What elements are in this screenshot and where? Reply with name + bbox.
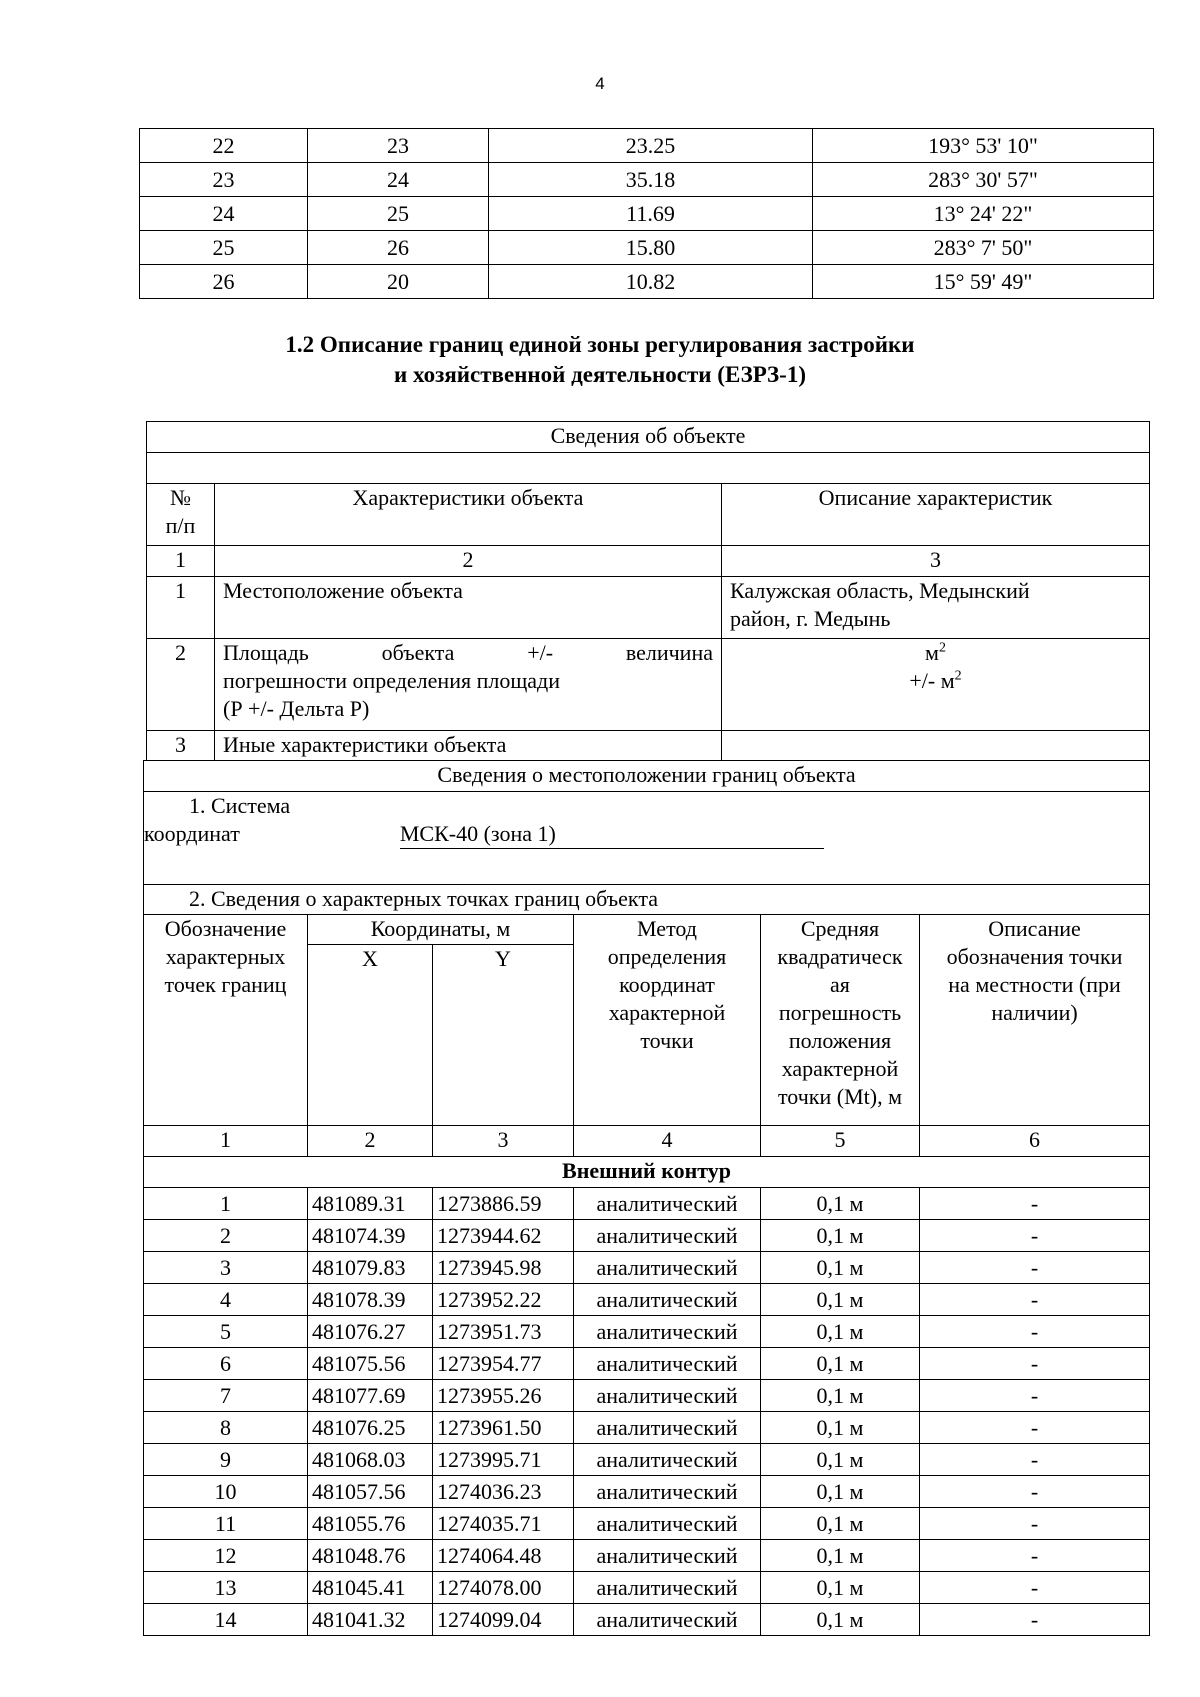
col-error-line7: точки (Mt), м [777, 1084, 903, 1109]
row-2-unit-2-sup: 2 [954, 668, 962, 684]
point-id: 3 [144, 1252, 308, 1284]
point-method: аналитический [574, 1508, 761, 1540]
point-method: аналитический [574, 1284, 761, 1316]
point-x: 481076.27 [308, 1316, 433, 1348]
point-error: 0,1 м [761, 1604, 920, 1636]
point-id: 14 [144, 1604, 308, 1636]
segment-length: 35.18 [489, 163, 813, 197]
segment-angle: 193° 53' 10" [813, 129, 1154, 163]
col-num-header-line1: № [170, 485, 191, 510]
point-row [144, 1604, 1150, 1636]
col-method-line1: Метод [637, 916, 697, 941]
row-2-unit-1-text: м [925, 640, 939, 665]
point-y: 1274035.71 [433, 1508, 574, 1540]
col-coords-header: Координаты, м [308, 915, 574, 945]
point-row [144, 1572, 1150, 1604]
col-method-line4: характерной [608, 1000, 726, 1025]
point-method: аналитический [574, 1476, 761, 1508]
point-x: 481057.56 [308, 1476, 433, 1508]
segment-row [140, 265, 1154, 299]
col-designation-line1: Обозначение [164, 916, 287, 941]
col-note-line1: Описание [988, 916, 1081, 941]
segment-length: 10.82 [489, 265, 813, 299]
point-row [144, 1316, 1150, 1348]
point-method: аналитический [574, 1252, 761, 1284]
col-error-line2: квадратическ [777, 944, 903, 969]
col-num-header [147, 484, 215, 546]
point-y: 1273945.98 [433, 1252, 574, 1284]
point-method: аналитический [574, 1348, 761, 1380]
row-3-desc [722, 731, 1150, 761]
point-id: 13 [144, 1572, 308, 1604]
segment-to: 23 [308, 129, 489, 163]
object-info-empty-row [147, 453, 1150, 484]
point-method: аналитический [574, 1572, 761, 1604]
point-note: - [920, 1220, 1150, 1252]
point-row [144, 1252, 1150, 1284]
row-1-desc [722, 577, 1150, 639]
crs-label-line2: координат [144, 821, 240, 846]
object-info-title: Сведения об объекте [147, 422, 1150, 453]
point-note: - [920, 1444, 1150, 1476]
col-x-header: X [308, 945, 433, 1126]
segment-from: 24 [140, 197, 308, 231]
point-y: 1273951.73 [433, 1316, 574, 1348]
point-row [144, 1412, 1150, 1444]
col-method-header [574, 915, 761, 1126]
point-id: 8 [144, 1412, 308, 1444]
segment-from: 23 [140, 163, 308, 197]
points-title: 2. Сведения о характерных точках границ объекта [144, 885, 1150, 915]
col-method-line5: точки [640, 1028, 694, 1053]
point-y: 1273954.77 [433, 1348, 574, 1380]
segment-row [140, 197, 1154, 231]
point-note: - [920, 1348, 1150, 1380]
point-id: 9 [144, 1444, 308, 1476]
segment-to: 26 [308, 231, 489, 265]
col-desc-header: Описание характеристик [722, 484, 1150, 546]
point-y: 1274078.00 [433, 1572, 574, 1604]
point-id: 5 [144, 1316, 308, 1348]
colnum-3: 3 [722, 546, 1150, 577]
col-designation-line2: характерных [165, 944, 286, 969]
point-x: 481076.25 [308, 1412, 433, 1444]
crs-line2 [144, 820, 1149, 849]
point-x: 481079.83 [308, 1252, 433, 1284]
point-note: - [920, 1476, 1150, 1508]
point-row [144, 1476, 1150, 1508]
row-3-char: Иные характеристики объекта [215, 731, 722, 761]
point-row [144, 1540, 1150, 1572]
point-error: 0,1 м [761, 1284, 920, 1316]
point-note: - [920, 1316, 1150, 1348]
row-1-num: 1 [147, 577, 215, 639]
point-method: аналитический [574, 1188, 761, 1220]
col-note-line2: обозначения точки [946, 944, 1123, 969]
loc-colnum-6: 6 [920, 1126, 1150, 1157]
row-2-unit-2 [722, 667, 1149, 695]
crs-label-line1: 1. Система [189, 793, 291, 818]
point-error: 0,1 м [761, 1412, 920, 1444]
point-error: 0,1 м [761, 1508, 920, 1540]
segment-row [140, 163, 1154, 197]
point-method: аналитический [574, 1220, 761, 1252]
point-method: аналитический [574, 1540, 761, 1572]
segment-angle: 15° 59' 49" [813, 265, 1154, 299]
segment-from: 25 [140, 231, 308, 265]
point-note: - [920, 1540, 1150, 1572]
row-3-num: 3 [147, 731, 215, 761]
col-char-header: Характеристики объекта [215, 484, 722, 546]
object-info-table [146, 421, 1150, 761]
col-error-header [761, 915, 920, 1126]
point-x: 481068.03 [308, 1444, 433, 1476]
segment-to: 25 [308, 197, 489, 231]
point-row [144, 1380, 1150, 1412]
point-error: 0,1 м [761, 1188, 920, 1220]
point-id: 11 [144, 1508, 308, 1540]
segment-from: 22 [140, 129, 308, 163]
col-num-header-line2: п/п [165, 513, 196, 538]
point-note: - [920, 1508, 1150, 1540]
point-method: аналитический [574, 1604, 761, 1636]
segment-length: 23.25 [489, 129, 813, 163]
point-error: 0,1 м [761, 1572, 920, 1604]
point-x: 481078.39 [308, 1284, 433, 1316]
col-designation-header [144, 915, 308, 1126]
location-title: Сведения о местоположении границ объекта [144, 761, 1150, 792]
point-y: 1273955.26 [433, 1380, 574, 1412]
point-row [144, 1508, 1150, 1540]
point-id: 10 [144, 1476, 308, 1508]
point-row [144, 1444, 1150, 1476]
point-y: 1273961.50 [433, 1412, 574, 1444]
point-row [144, 1284, 1150, 1316]
col-error-line4: погрешность [778, 1000, 902, 1025]
row-1-desc-line2: район, г. Медынь [730, 606, 891, 631]
point-error: 0,1 м [761, 1220, 920, 1252]
point-error: 0,1 м [761, 1380, 920, 1412]
point-y: 1273952.22 [433, 1284, 574, 1316]
point-note: - [920, 1604, 1150, 1636]
segment-angle: 13° 24' 22" [813, 197, 1154, 231]
point-x: 481077.69 [308, 1380, 433, 1412]
col-designation-line3: точек границ [164, 972, 287, 997]
segment-length: 11.69 [489, 197, 813, 231]
row-2-char [215, 639, 722, 731]
row-2-char-line2: погрешности определения площади [223, 668, 561, 693]
point-y: 1274064.48 [433, 1540, 574, 1572]
col-note-line4: наличии) [991, 1000, 1078, 1025]
col-error-line3: ая [830, 972, 850, 997]
point-method: аналитический [574, 1380, 761, 1412]
row-2-num: 2 [147, 639, 215, 731]
col-error-line5: положения [788, 1028, 892, 1053]
row-1-char: Местоположение объекта [215, 577, 722, 639]
row-2-unit-1-sup: 2 [938, 640, 946, 656]
row-2-desc [722, 639, 1150, 731]
segment-from: 26 [140, 265, 308, 299]
col-method-line3: координат [619, 972, 715, 997]
col-note-line3: на местности (при [948, 972, 1121, 997]
point-id: 4 [144, 1284, 308, 1316]
crs-cell [144, 792, 1150, 885]
col-method-line2: определения [607, 944, 727, 969]
point-error: 0,1 м [761, 1540, 920, 1572]
segment-angle: 283° 30' 57" [813, 163, 1154, 197]
point-x: 481074.39 [308, 1220, 433, 1252]
point-row [144, 1220, 1150, 1252]
point-id: 6 [144, 1348, 308, 1380]
point-note: - [920, 1188, 1150, 1220]
point-x: 481045.41 [308, 1572, 433, 1604]
segments-table [139, 128, 1154, 299]
point-note: - [920, 1572, 1150, 1604]
point-method: аналитический [574, 1444, 761, 1476]
segment-row [140, 231, 1154, 265]
row-1-desc-line1: Калужская область, Медынский [730, 578, 1030, 603]
point-note: - [920, 1380, 1150, 1412]
colnum-2: 2 [215, 546, 722, 577]
row-2-char-line3: (Р +/- Дельта Р) [223, 696, 370, 721]
point-error: 0,1 м [761, 1252, 920, 1284]
point-row [144, 1348, 1150, 1380]
point-error: 0,1 м [761, 1316, 920, 1348]
col-y-header: Y [433, 945, 574, 1126]
loc-colnum-5: 5 [761, 1126, 920, 1157]
crs-value: МСК-40 (зона 1) [400, 820, 824, 849]
col-error-line6: характерной [781, 1056, 899, 1081]
loc-colnum-2: 2 [308, 1126, 433, 1157]
point-note: - [920, 1252, 1150, 1284]
point-x: 481089.31 [308, 1188, 433, 1220]
point-method: аналитический [574, 1316, 761, 1348]
point-y: 1273995.71 [433, 1444, 574, 1476]
contour-label: Внешний контур [144, 1157, 1150, 1188]
point-id: 7 [144, 1380, 308, 1412]
point-id: 12 [144, 1540, 308, 1572]
row-2-unit-2-text: +/- м [909, 668, 955, 693]
point-x: 481041.32 [308, 1604, 433, 1636]
loc-colnum-3: 3 [433, 1126, 574, 1157]
segment-to: 24 [308, 163, 489, 197]
location-table [143, 760, 1150, 1636]
point-x: 481075.56 [308, 1348, 433, 1380]
point-x: 481048.76 [308, 1540, 433, 1572]
point-note: - [920, 1412, 1150, 1444]
page-number: 4 [595, 74, 605, 93]
col-note-header [920, 915, 1150, 1126]
loc-colnum-4: 4 [574, 1126, 761, 1157]
segment-angle: 283° 7' 50" [813, 231, 1154, 265]
point-y: 1274036.23 [433, 1476, 574, 1508]
point-x: 481055.76 [308, 1508, 433, 1540]
segment-row [140, 129, 1154, 163]
point-y: 1273944.62 [433, 1220, 574, 1252]
loc-colnum-1: 1 [144, 1126, 308, 1157]
row-2-unit-1 [722, 639, 1149, 667]
section-heading-line2: и хозяйственной деятельности (ЕЗРЗ-1) [393, 362, 807, 387]
point-y: 1273886.59 [433, 1188, 574, 1220]
point-method: аналитический [574, 1412, 761, 1444]
section-heading [0, 330, 1200, 390]
point-note: - [920, 1284, 1150, 1316]
row-2-char-line1: Площадь объекта +/- величина [223, 640, 713, 665]
point-error: 0,1 м [761, 1444, 920, 1476]
section-heading-line1: 1.2 Описание границ единой зоны регулирования застройки [285, 332, 915, 357]
col-error-line1: Средняя [800, 916, 880, 941]
point-id: 1 [144, 1188, 308, 1220]
point-error: 0,1 м [761, 1348, 920, 1380]
point-error: 0,1 м [761, 1476, 920, 1508]
colnum-1: 1 [147, 546, 215, 577]
point-id: 2 [144, 1220, 308, 1252]
point-row [144, 1188, 1150, 1220]
segment-to: 20 [308, 265, 489, 299]
point-y: 1274099.04 [433, 1604, 574, 1636]
segment-length: 15.80 [489, 231, 813, 265]
